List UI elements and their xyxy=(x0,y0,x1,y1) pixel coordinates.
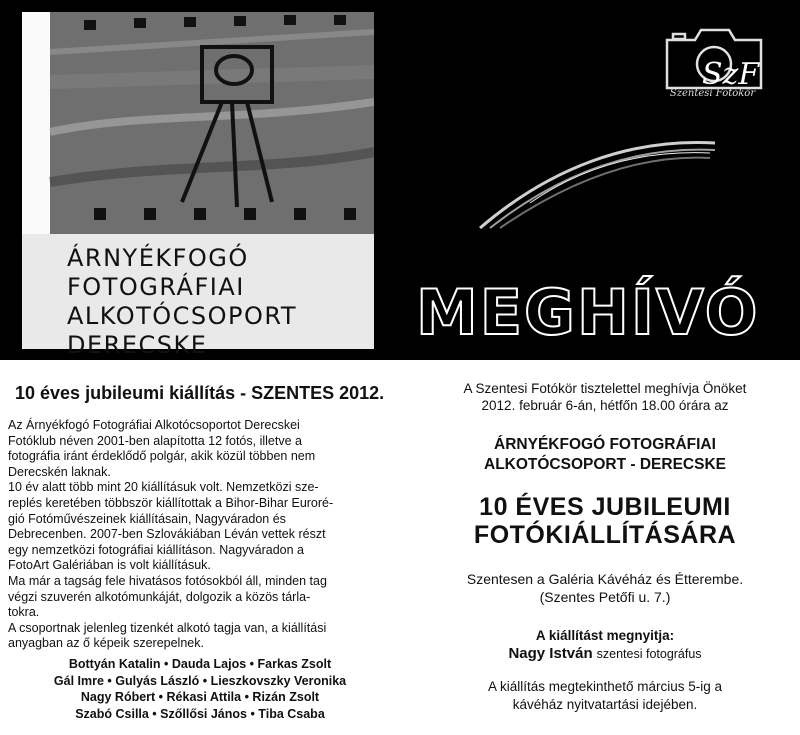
intro-line: tokra. xyxy=(8,605,40,620)
invitation-heading xyxy=(410,268,780,348)
intro-line: A csoportnak jelenleg tizenkét alkotó tagja van, a kiállítási xyxy=(8,620,327,635)
exhibition-title-line: 10 ÉVES JUBILEUMI xyxy=(479,493,731,521)
exhibition-title-line: FOTÓKIÁLLÍTÁSÁRA xyxy=(473,521,737,549)
light-swoosh-graphic xyxy=(470,128,720,238)
right-column xyxy=(400,360,800,735)
group-logo-panel xyxy=(22,12,374,359)
venue-address: (Szentes Petőfi u. 7.) xyxy=(539,589,671,605)
club-logo xyxy=(655,22,773,114)
wall-drawing-photo xyxy=(22,12,374,234)
intro-line: végzi szuverén alkotómunkáját, dolgozik a közös tárla- xyxy=(8,589,311,604)
member-row: Szabó Csilla • Szőllősi János • Tiba Csaba xyxy=(75,707,325,722)
closing-info xyxy=(400,678,800,714)
club-logo-caption: Szentesi Fotókör xyxy=(669,88,756,99)
exhibition-title xyxy=(400,493,800,549)
group-name-line: FOTOGRÁFIAI xyxy=(67,273,245,301)
intro-line: egy nemzetközi fotográfiai kiállításon. Nagyváradon a xyxy=(8,542,304,557)
intro-line: anyagban az ő képeik szerepelnek. xyxy=(8,636,204,651)
member-list xyxy=(15,656,385,723)
jubilee-title: 10 éves jubileumi kiállítás - SZENTES 2012. xyxy=(15,383,385,403)
group-name-line: ÁRNYÉKFOGÓ xyxy=(67,244,249,272)
group-name-line: ALKOTÓCSOPORT xyxy=(67,302,297,330)
intro-line: fotográfia iránt érdeklődő polgár, akik közül többen nem xyxy=(8,449,316,464)
intro-text xyxy=(8,418,393,652)
intro-line: FotoArt Galériában is volt kiállításuk. xyxy=(8,558,211,573)
opener-name: Nagy István xyxy=(508,645,593,662)
group-name-line: DERECSKE xyxy=(67,331,208,359)
opening-label: A kiállítást megnyitja: xyxy=(535,628,675,643)
intro-line: gió Fotóművészeinek kiállításain, Nagyváradon és xyxy=(8,511,286,526)
intro-line: Ma már a tagság fele hivatásos fotósokból áll, minden tag xyxy=(8,573,327,588)
closing-line: A kiállítás megtekinthető március 5-ig a xyxy=(487,679,723,694)
closing-line: kávéház nyitvatartási idejében. xyxy=(512,697,698,712)
film-strip-graphic xyxy=(22,12,374,234)
header-banner xyxy=(0,0,800,360)
member-row: Nagy Róbert • Rékasi Attila • Rizán Zsolt xyxy=(80,690,320,705)
organization-name xyxy=(400,435,800,475)
group-name xyxy=(67,244,297,360)
club-monogram: SzF xyxy=(702,57,760,92)
opener xyxy=(400,645,800,663)
organization-line: ÁRNYÉKFOGÓ FOTOGRÁFIAI xyxy=(494,436,716,453)
intro-line: Debrecenben. 2007-ben Szlovákiában Léván vettek részt xyxy=(8,527,326,542)
intro-line: 10 év alatt több mint 20 kiállításuk volt. Nemzetközi sze- xyxy=(8,480,319,495)
heading-text: MEGHÍVÓ xyxy=(416,276,760,348)
invitation-line: 2012. február 6-án, hétfőn 18.00 órára az xyxy=(481,398,729,413)
intro-line: replés keretében többször kiállítottak a Bihor-Bihar Euroré- xyxy=(8,495,334,510)
venue-line: Szentesen a Galéria Kávéház és Étterembe. xyxy=(466,571,744,587)
member-row: Bottyán Katalin • Dauda Lajos • Farkas Zsolt xyxy=(68,657,332,671)
member-row: Gál Imre • Gulyás László • Lieszkovszky Veronika xyxy=(53,673,347,688)
intro-line: Derecskén laknak. xyxy=(8,464,111,479)
organization-line: ALKOTÓCSOPORT - DERECSKE xyxy=(484,456,726,473)
invitation-line: A Szentesi Fotókör tisztelettel meghívja Önöket xyxy=(463,381,747,396)
opener-role: szentesi fotográfus xyxy=(596,647,702,661)
left-column xyxy=(0,360,400,735)
invitation-text xyxy=(400,380,800,414)
venue-info xyxy=(400,570,800,606)
opening-info xyxy=(400,627,800,663)
intro-line: Az Árnyékfogó Fotográfiai Alkotócsoportot Derecskei xyxy=(8,418,300,432)
intro-line: Fotóklub néven 2001-ben alapította 12 fotós, illetve a xyxy=(8,433,302,448)
